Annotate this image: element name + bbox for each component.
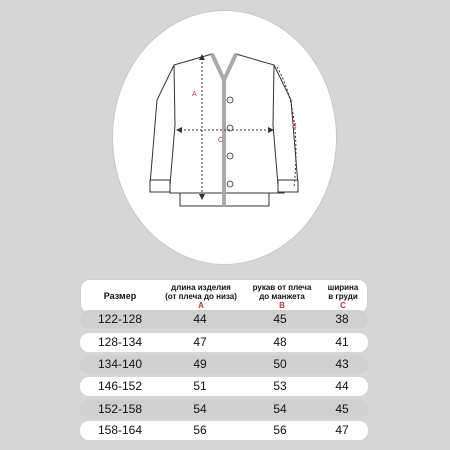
header-col-a-line2: (от плеча до низа) bbox=[165, 292, 237, 301]
table-row bbox=[80, 421, 368, 440]
cell-c: 44 bbox=[335, 379, 349, 393]
cell-c: 45 bbox=[335, 402, 349, 416]
cell-b: 50 bbox=[273, 357, 287, 371]
table-row bbox=[80, 355, 368, 374]
cell-b: 54 bbox=[273, 402, 287, 416]
cell-c: 43 bbox=[335, 357, 349, 371]
cardigan-illustration bbox=[112, 10, 337, 265]
cell-size: 122-128 bbox=[97, 312, 143, 326]
cell-c: 47 bbox=[335, 423, 349, 437]
cell-c: 41 bbox=[335, 335, 349, 349]
header-col-b-marker: B bbox=[279, 301, 285, 310]
table-header bbox=[80, 279, 368, 314]
label-a: A bbox=[192, 91, 197, 98]
cell-a: 44 bbox=[193, 312, 207, 326]
header-col-c bbox=[319, 283, 367, 310]
cell-b: 56 bbox=[273, 423, 287, 437]
header-col-a-line1: длина изделия bbox=[171, 283, 231, 292]
header-col-c-line2: в груди bbox=[328, 292, 358, 301]
header-col-b bbox=[247, 283, 317, 310]
header-col-c-line1: ширина bbox=[327, 283, 359, 292]
cell-size: 152-158 bbox=[97, 402, 143, 416]
cell-size: 128-134 bbox=[97, 335, 143, 349]
cell-size: 158-164 bbox=[97, 423, 143, 437]
header-size: Размер bbox=[103, 291, 137, 301]
header-col-b-line1: рукав от плеча bbox=[252, 283, 312, 292]
header-col-c-marker: C bbox=[340, 301, 346, 310]
cell-b: 53 bbox=[273, 379, 287, 393]
table-row bbox=[80, 377, 368, 396]
cell-a: 49 bbox=[193, 357, 207, 371]
label-b: B bbox=[292, 123, 297, 130]
header-col-b-line2: до манжета bbox=[259, 292, 305, 301]
cell-c: 38 bbox=[335, 312, 349, 326]
cell-a: 54 bbox=[193, 402, 207, 416]
label-c: C bbox=[218, 137, 224, 144]
cell-b: 45 bbox=[273, 312, 287, 326]
table-row bbox=[80, 310, 368, 329]
cell-a: 51 bbox=[193, 379, 207, 393]
table-row bbox=[80, 333, 368, 352]
cell-a: 56 bbox=[193, 423, 207, 437]
cell-size: 146-152 bbox=[97, 379, 143, 393]
header-col-a-marker: A bbox=[198, 301, 204, 310]
cell-size: 134-140 bbox=[97, 357, 143, 371]
cell-b: 48 bbox=[273, 335, 287, 349]
table-row bbox=[80, 400, 368, 419]
cell-a: 47 bbox=[193, 335, 207, 349]
header-col-a bbox=[159, 283, 243, 310]
